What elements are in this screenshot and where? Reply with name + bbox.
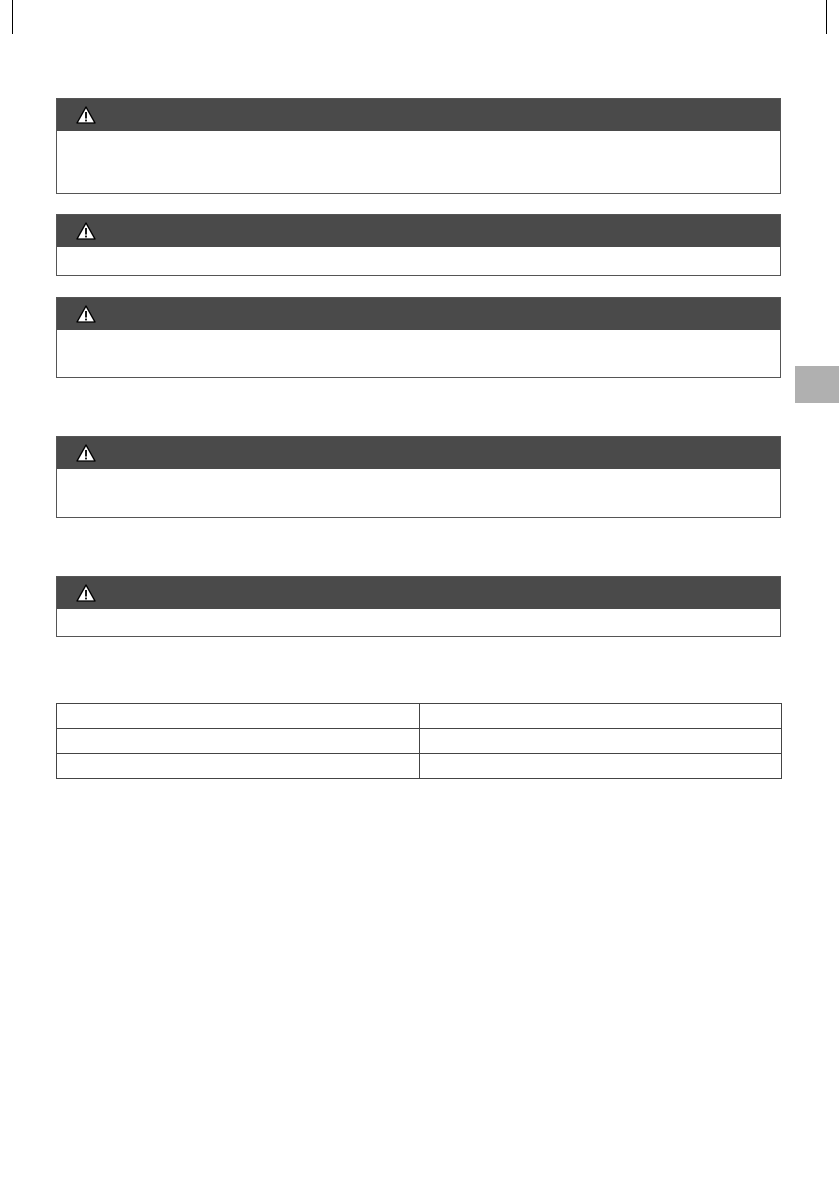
warning-header: [57, 577, 780, 609]
warning-box-3: [56, 297, 781, 378]
warning-box-4: [56, 436, 781, 518]
warning-triangle-icon: [76, 584, 96, 602]
warning-box-1: [56, 98, 781, 194]
warning-header: [57, 437, 780, 469]
warning-box-2: [56, 214, 781, 276]
warning-header: [57, 215, 780, 247]
warning-triangle-icon: [76, 222, 96, 240]
warning-triangle-icon: [76, 106, 96, 124]
table-cell: [419, 754, 782, 779]
warning-box-5: [56, 576, 781, 637]
table-cell: [57, 754, 420, 779]
section-thumb-tab: [795, 366, 839, 403]
crop-mark-right: [826, 0, 827, 34]
warning-triangle-icon: [76, 305, 96, 323]
table-cell: [419, 729, 782, 754]
table-row: [57, 729, 782, 754]
table-row: [57, 704, 782, 729]
warning-header: [57, 298, 780, 330]
warning-header: [57, 99, 780, 131]
spec-table: [56, 703, 782, 779]
warning-triangle-icon: [76, 444, 96, 462]
table-cell: [57, 729, 420, 754]
table-cell: [57, 704, 420, 729]
table-cell: [419, 704, 782, 729]
crop-mark-left: [12, 0, 13, 34]
table-row: [57, 754, 782, 779]
